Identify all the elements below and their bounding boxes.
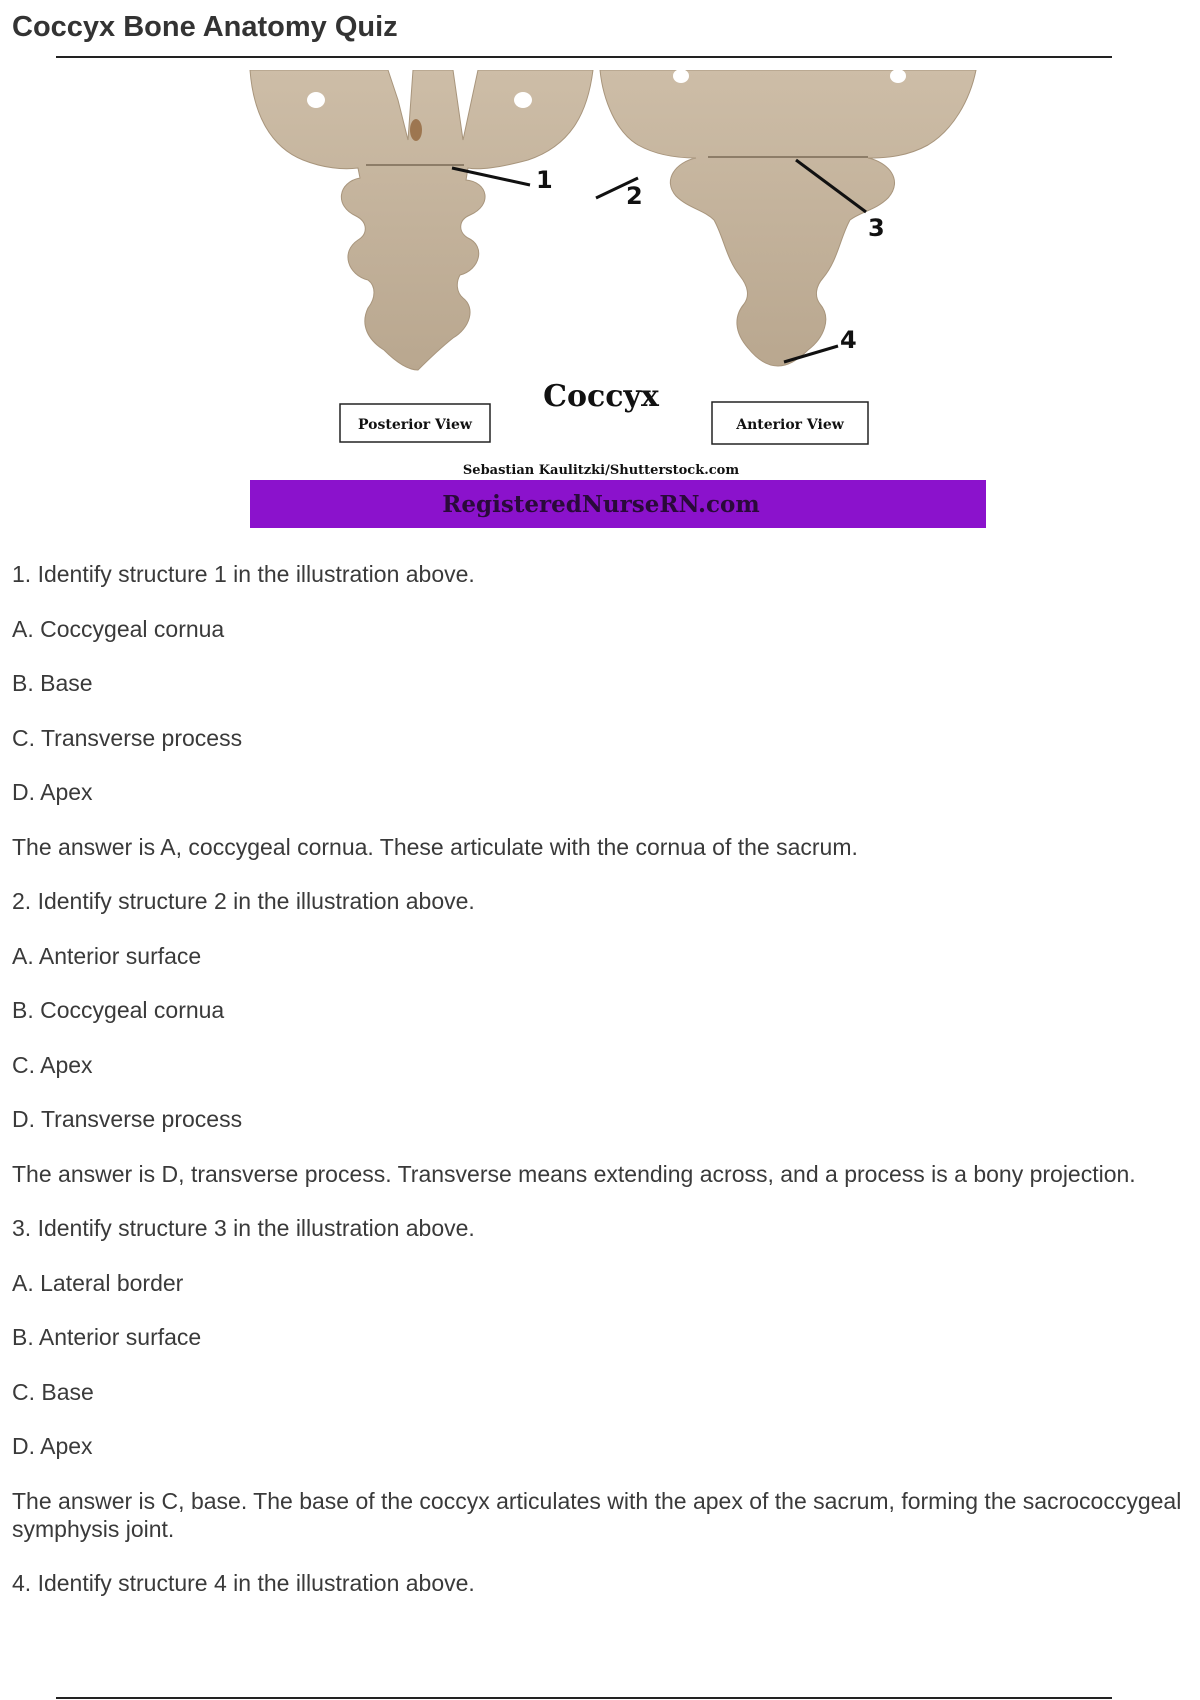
option-3d: D. Apex (12, 1433, 93, 1459)
option-3c: C. Base (12, 1378, 94, 1405)
option-1b: B. Base (12, 670, 93, 696)
bottom-divider (56, 1697, 1112, 1699)
answer-3: The answer is C, base. The base of the coccyx articulates with the apex of the sacrum, forming the sacrococcygeal symphysis joint. (12, 1487, 1182, 1542)
option-3a: A. Lateral border (12, 1269, 184, 1296)
page-title: Coccyx Bone Anatomy Quiz (12, 11, 398, 43)
option-2b: B. Coccygeal cornua (12, 997, 225, 1023)
top-divider (56, 56, 1112, 58)
option-2d: D. Transverse process (12, 1106, 243, 1132)
marker-3: 3 (868, 214, 885, 242)
option-1c: C. Transverse process (12, 724, 243, 751)
question-1: 1. Identify structure 1 in the illustration above. (12, 561, 475, 587)
option-2c: C. Apex (12, 1051, 93, 1078)
posterior-view-label: Posterior View (358, 417, 472, 433)
marker-1: 1 (536, 166, 553, 194)
option-1a: A. Coccygeal cornua (12, 615, 225, 642)
question-3: 3. Identify structure 3 in the illustration above. (12, 1215, 475, 1241)
question-4: 4. Identify structure 4 in the illustration above. (12, 1570, 475, 1596)
coccyx-illustration (248, 70, 988, 530)
option-1d: D. Apex (12, 779, 93, 805)
image-credit: Sebastian Kaulitzki/Shutterstock.com (462, 463, 740, 478)
option-3b: B. Anterior surface (12, 1324, 202, 1350)
question-2: 2. Identify structure 2 in the illustration above. (12, 888, 475, 914)
answer-1: The answer is A, coccygeal cornua. These articulate with the cornua of the sacrum. (12, 833, 858, 860)
anterior-coccyx-drawing (600, 70, 976, 366)
answer-2: The answer is D, transverse process. Transverse means extending across, and a process is a bony projection. (12, 1160, 1136, 1187)
figure-heading: Coccyx (543, 379, 659, 414)
quiz-content (12, 560, 1192, 1597)
site-banner: RegisteredNurseRN.com (442, 491, 760, 518)
posterior-coccyx-drawing (250, 70, 593, 370)
marker-4: 4 (840, 326, 857, 354)
option-2a: A. Anterior surface (12, 942, 202, 969)
marker-2: 2 (626, 182, 643, 210)
anterior-view-label: Anterior View (736, 417, 844, 433)
